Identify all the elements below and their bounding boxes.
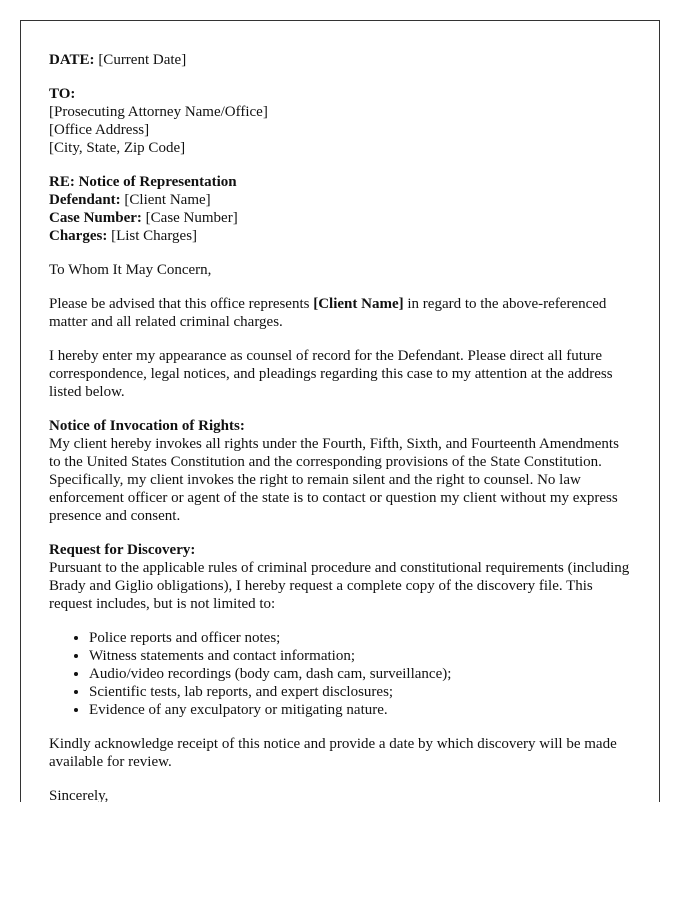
recipient-address: [Office Address] [49,122,150,138]
list-item: • Audio/video recordings (body cam, dash cam, surveillance); [89,665,631,683]
discovery-section: Request for Discovery: Pursuant to the applicable rules of criminal procedure and constitutional requirements (including Brady and Giglio obligations), I hereby request a complete copy of the discovery file. This request includes, but is not limited to: [49,542,630,612]
letter-page [20,20,660,802]
discovery-list [49,629,631,719]
signoff: Sincerely, [49,788,109,802]
recipient-block: TO: [Prosecuting Attorney Name/Office] [Office Address] [City, State, Zip Code] [49,86,268,156]
representation-paragraph: Please be advised that this office represents [Client Name] in regard to the above-referenced matter and all related criminal charges. [49,296,607,330]
recipient-city: [City, State, Zip Code] [49,140,186,156]
list-item: • Police reports and officer notes; [89,629,631,647]
appearance-paragraph: I hereby enter my appearance as counsel of record for the Defendant. Please direct all future correspondence, legal notices, and pleadings regarding this case to my attention at the address listed below. [49,348,613,400]
rights-section: Notice of Invocation of Rights: My client hereby invokes all rights under the Fourth, Fifth, Sixth, and Fourteenth Amendments to the United States Constitution and the corresponding provisions of the State Constitution. Specifically, my client invokes the right to remain silent and the right to counsel. No law enforcement officer or agent of the state is to contact or question my client without my express presence and consent. [49,418,619,524]
list-item: • Evidence of any exculpatory or mitigating nature. [89,701,631,719]
list-item: • Witness statements and contact information; [89,647,631,665]
closing-paragraph: Kindly acknowledge receipt of this notice and provide a date by which discovery will be made available for review. [49,736,617,770]
recipient-name: [Prosecuting Attorney Name/Office] [49,104,268,120]
salutation: To Whom It May Concern, [49,262,212,278]
date-line: DATE: [Current Date] [49,52,187,68]
re-block: RE: Notice of Representation Defendant: [Client Name] Case Number: [Case Number] Charges: [List Charges] [49,174,238,244]
list-item: • Scientific tests, lab reports, and expert disclosures; [89,683,631,701]
